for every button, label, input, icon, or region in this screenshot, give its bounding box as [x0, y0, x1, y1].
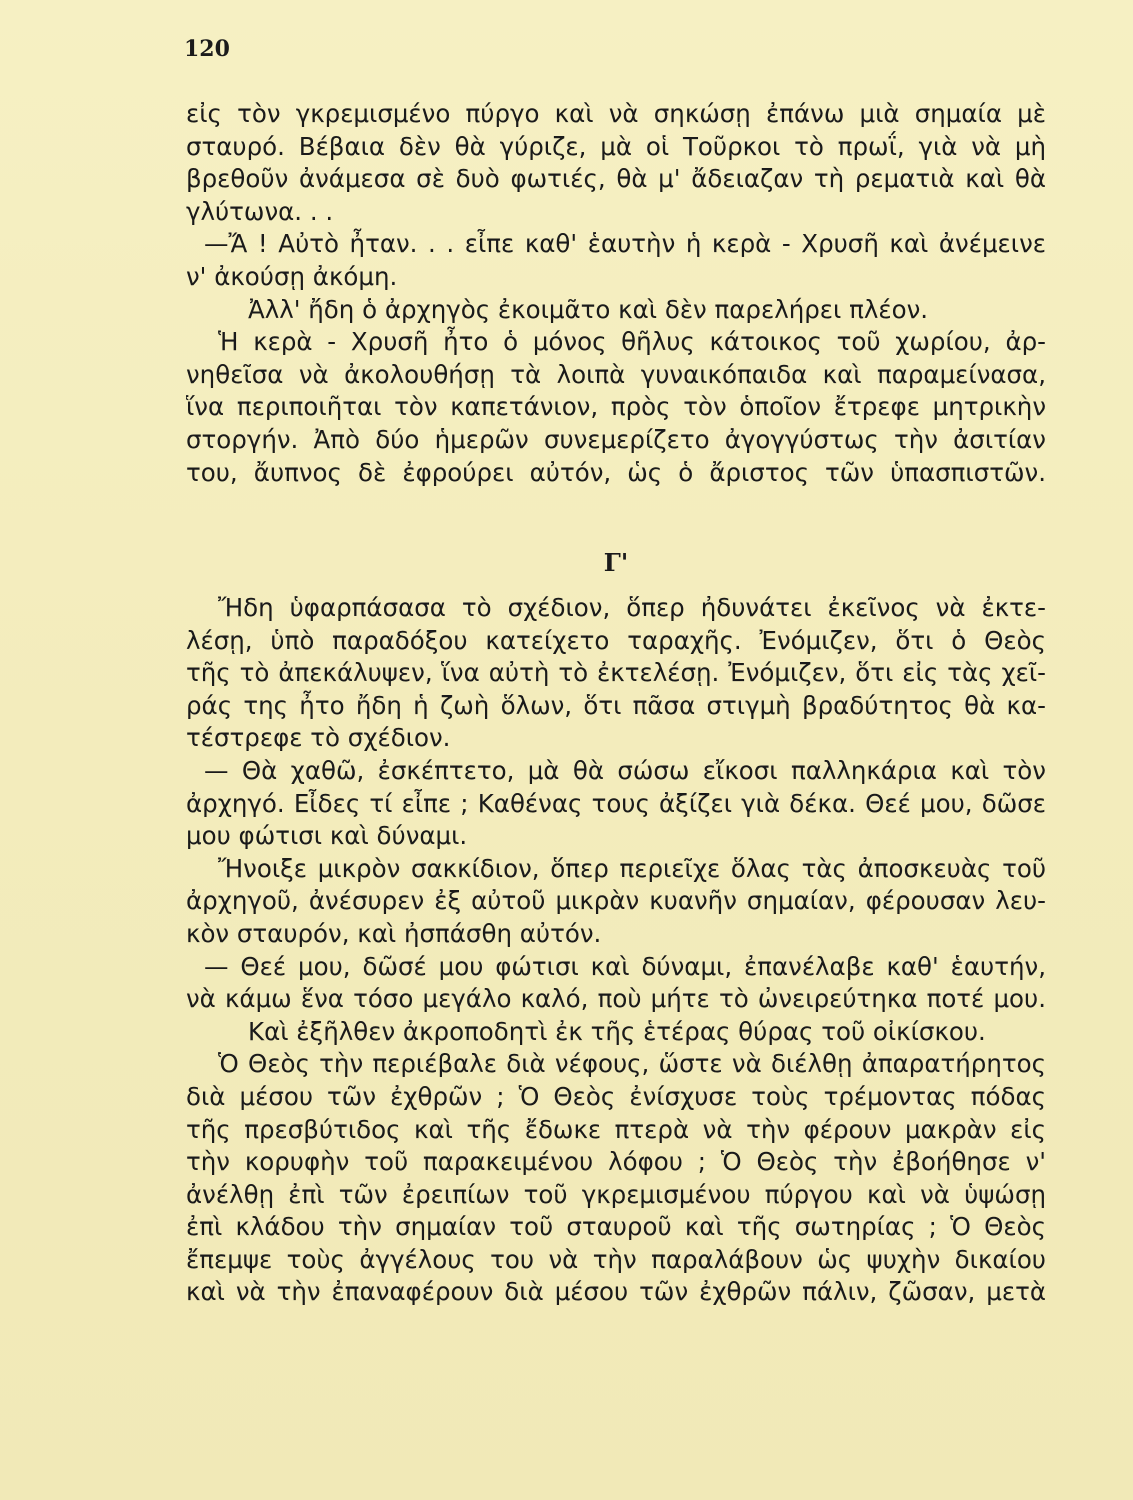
text-line: Ἡ κερὰ - Χρυσῆ ἦτο ὁ μόνος θῆλυς κάτοικος τοῦ χωρίου, ἀρ-	[218, 327, 1046, 357]
section-heading: Γ'	[603, 548, 629, 577]
text-line: σταυρό. Βέβαια δὲν θὰ γύριζε, μὰ οἱ Τοῦρκοι τὸ πρωΐ, γιὰ νὰ μὴ	[186, 131, 1046, 161]
text-line: εἰς τὸν γκρεμισμένο πύργο καὶ νὰ σηκώσῃ ἐπάνω μιὰ σημαία μὲ	[186, 99, 1046, 128]
text-block-lower	[186, 592, 1046, 1309]
text-line: διὰ μέσου τῶν ἐχθρῶν ; Ὁ Θεὸς ἐνίσχυσε τοὺς τρέμοντας πόδας	[186, 1081, 1046, 1111]
text-line: ράς της ἦτο ἤδη ἡ ζωὴ ὅλων, ὅτι πᾶσα στιγμὴ βραδύτητος θὰ κα-	[186, 690, 1046, 720]
text-line: βρεθοῦν ἀνάμεσα σὲ δυὸ φωτιές, θὰ μ' ἄδειαζαν τὴ ρεματιὰ καὶ θὰ	[186, 164, 1046, 194]
text-line: στοργήν. Ἀπὸ δύο ἡμερῶν συνεμερίζετο ἀγογγύστως τὴν ἀσιτίαν	[186, 424, 1046, 454]
page-number: 120	[184, 36, 230, 62]
text-line: ἀρχηγοῦ, ἀνέσυρεν ἐξ αὐτοῦ μικρὰν κυανῆν σημαίαν, φέρουσαν λευ-	[186, 886, 1046, 916]
text-line: γλύτωνα. . .	[186, 196, 334, 226]
text-block-upper	[186, 98, 1046, 489]
text-line: — Θεέ μου, δῶσέ μου φώτισι καὶ δύναμι, ἐπανέλαβε καθ' ἑαυτήν,	[204, 951, 1046, 981]
text-line: Ἤδη ὑφαρπάσασα τὸ σχέδιον, ὅπερ ἠδυνάτει ἐκεῖνος νὰ ἐκτε-	[218, 593, 1046, 622]
text-line: —Ἄ ! Αὐτὸ ἦταν. . . εἶπε καθ' ἑαυτὴν ἡ κερὰ - Χρυσῆ καὶ ἀνέμεινε	[204, 229, 1046, 259]
text-line: τῆς τὸ ἀπεκάλυψεν, ἵνα αὐτὴ τὸ ἐκτελέσῃ. Ἐνόμιζεν, ὅτι εἰς τὰς χεῖ-	[186, 658, 1046, 688]
text-line: κὸν σταυρόν, καὶ ἠσπάσθη αὐτόν.	[186, 918, 602, 948]
text-line: Καὶ ἐξῆλθεν ἀκροποδητὶ ἐκ τῆς ἑτέρας θύρας τοῦ οἰκίσκου.	[248, 1016, 986, 1046]
text-line: ἐπὶ κλάδου τὴν σημαίαν τοῦ σταυροῦ καὶ τῆς σωτηρίας ; Ὁ Θεὸς	[186, 1212, 1046, 1242]
text-line: του, ἄυπνος δὲ ἐφρούρει αὐτόν, ὡς ὁ ἄριστος τῶν ὑπασπιστῶν.	[186, 457, 1046, 487]
text-line: — Θὰ χαθῶ, ἐσκέπτετο, μὰ θὰ σώσω εἴκοσι παλληκάρια καὶ τὸν	[204, 755, 1046, 785]
text-line: καὶ νὰ τὴν ἐπαναφέρουν διὰ μέσου τῶν ἐχθρῶν πάλιν, ζῶσαν, μετὰ	[186, 1277, 1046, 1307]
text-line: Ἤνοιξε μικρὸν σακκίδιον, ὅπερ περιεῖχε ὅλας τὰς ἀποσκευὰς τοῦ	[218, 853, 1046, 883]
text-line: τὴν κορυφὴν τοῦ παρακειμένου λόφου ; Ὁ Θεὸς τὴν ἐβοήθησε ν'	[186, 1147, 1046, 1177]
text-line: νὰ κάμω ἕνα τόσο μεγάλο καλό, ποὺ μήτε τὸ ὠνειρεύτηκα ποτέ μου.	[186, 984, 1046, 1014]
text-line: Ἀλλ' ἤδη ὁ ἀρχηγὸς ἐκοιμᾶτο καὶ δὲν παρελήρει πλέον.	[248, 294, 929, 324]
text-line: ἀνέλθῃ ἐπὶ τῶν ἐρειπίων τοῦ γκρεμισμένου πύργου καὶ νὰ ὑψώσῃ	[186, 1179, 1046, 1209]
text-line: τῆς πρεσβύτιδος καὶ τῆς ἔδωκε πτερὰ νὰ τὴν φέρουν μακρὰν εἰς	[186, 1114, 1046, 1144]
text-line: ἔπεμψε τοὺς ἀγγέλους του νὰ τὴν παραλάβουν ὡς ψυχὴν δικαίου	[186, 1244, 1046, 1274]
text-line: μου φώτισι καὶ δύναμι.	[186, 821, 468, 851]
text-line: ἵνα περιποιῆται τὸν καπετάνιον, πρὸς τὸν ὁποῖον ἔτρεφε μητρικὴν	[186, 392, 1046, 422]
text-line: τέστρεφε τὸ σχέδιον.	[186, 723, 451, 753]
text-line: νηθεῖσα νὰ ἀκολουθήσῃ τὰ λοιπὰ γυναικόπαιδα καὶ παραμείνασα,	[186, 359, 1046, 389]
text-line: ν' ἀκούσῃ ἀκόμη.	[186, 261, 398, 291]
text-line: λέσῃ, ὑπὸ παραδόξου κατείχετο ταραχῆς. Ἐνόμιζεν, ὅτι ὁ Θεὸς	[186, 625, 1046, 655]
text-line: Ὁ Θεὸς τὴν περιέβαλε διὰ νέφους, ὥστε νὰ διέλθῃ ἀπαρατήρητος	[218, 1049, 1046, 1079]
text-line: ἀρχηγό. Εἶδες τί εἶπε ; Καθένας τους ἀξίζει γιὰ δέκα. Θεέ μου, δῶσε	[186, 788, 1046, 818]
